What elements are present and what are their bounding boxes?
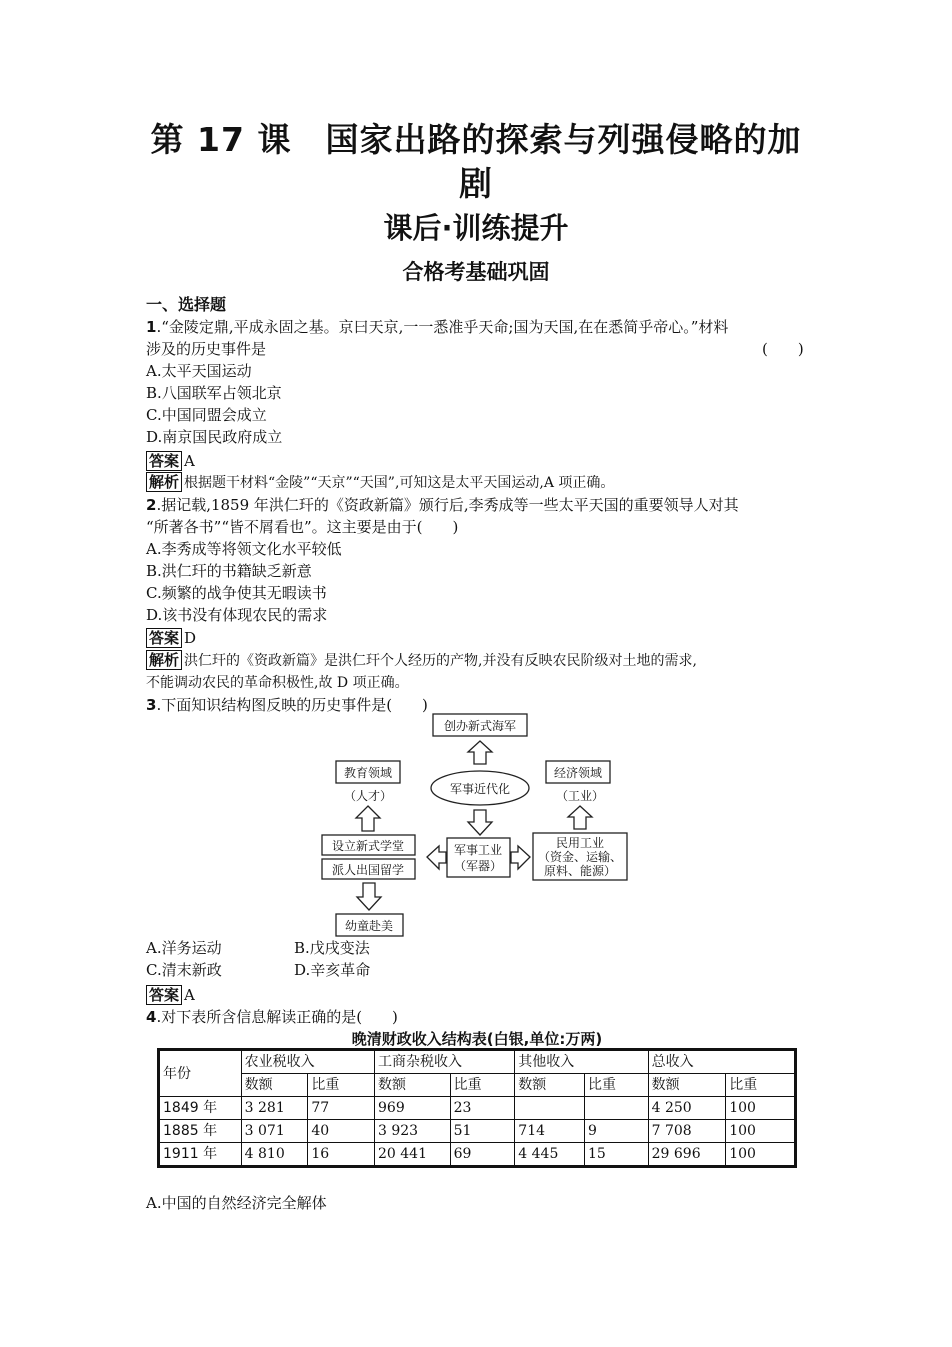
edu-label: 教育领域	[343, 766, 393, 780]
q1-analysis: 根据题干材料“金陵”“天京”“天国”,可知这是太平天国运动,A 项正确。	[184, 475, 615, 491]
edu-sub-label: （人才）	[343, 789, 393, 803]
table-subheader-row	[159, 1074, 796, 1097]
econ-label: 经济领域	[553, 766, 603, 780]
arrow-down-military	[468, 810, 492, 835]
year-cell: 1911 年	[159, 1143, 242, 1167]
table-cell: 77	[308, 1097, 375, 1120]
sub-header: 数额	[375, 1074, 451, 1097]
table-cell: 15	[584, 1143, 648, 1167]
q1-stem: .“金陵定鼎,平成永固之基。京曰天京,一一悉准乎天命;国为天国,在在悉简乎帝心。”材料	[156, 318, 729, 336]
table-cell	[584, 1097, 648, 1120]
q2-text-line2: “所著各书”“皆不屑看也”。这主要是由于( )	[146, 518, 459, 536]
table-cell: 3 281	[241, 1097, 308, 1120]
table-row	[159, 1120, 796, 1143]
page-subtitle: 课后·训练提升	[383, 211, 569, 245]
q2-analysis-line2: 不能调动农民的革命积极性,故 D 项正确。	[146, 675, 409, 691]
group-header: 总收入	[648, 1050, 795, 1074]
table-cell: 69	[450, 1143, 515, 1167]
table-cell: 4 250	[648, 1097, 726, 1120]
q2-option-b: B.洪仁玕的书籍缺乏新意	[146, 562, 312, 580]
q2-option-d: D.该书没有体现农民的需求	[146, 606, 328, 624]
group-header: 工商杂税收入	[375, 1050, 515, 1074]
table-cell	[515, 1097, 585, 1120]
q3-answer: A	[184, 986, 195, 1004]
children-label: 幼童赴美	[344, 919, 394, 933]
sub-header: 比重	[726, 1074, 796, 1097]
table-cell: 100	[726, 1120, 796, 1143]
q4-stem: .对下表所含信息解读正确的是( )	[156, 1008, 398, 1026]
sub-header: 数额	[515, 1074, 585, 1097]
center-label: 军事近代化	[449, 782, 511, 796]
q1-text-line2: 涉及的历史事件是	[146, 340, 267, 358]
table-cell: 3 923	[375, 1120, 451, 1143]
answer-label: 答案	[146, 451, 182, 471]
q3-answer-row	[146, 984, 195, 1006]
q1-option-a: A.太平天国运动	[146, 362, 252, 380]
lesson-title-line2: 剧	[459, 164, 493, 203]
q1-number: 1	[146, 318, 157, 336]
table-cell: 3 071	[241, 1120, 308, 1143]
year-header: 年份	[159, 1050, 242, 1097]
table-cell: 23	[450, 1097, 515, 1120]
part-heading: 一、选择题	[146, 295, 227, 314]
school-label: 设立新式学堂	[331, 839, 405, 853]
q3-number: 3	[146, 696, 157, 714]
table-cell: 100	[726, 1143, 796, 1167]
arrow-left-schools	[427, 846, 446, 869]
q2-option-c: C.频繁的战争使其无暇读书	[146, 584, 327, 602]
table-cell: 4 810	[241, 1143, 308, 1167]
table-cell: 51	[450, 1120, 515, 1143]
section-heading: 合格考基础巩固	[402, 260, 550, 284]
q3-stem: .下面知识结构图反映的历史事件是( )	[156, 696, 428, 714]
q1-option-c: C.中国同盟会成立	[146, 406, 267, 424]
year-cell: 1849 年	[159, 1097, 242, 1120]
q2-number: 2	[146, 496, 157, 514]
military-label-line1: 军事工业	[453, 843, 503, 857]
table-cell: 7 708	[648, 1120, 726, 1143]
answer-label: 答案	[146, 985, 182, 1005]
q1-option-d: D.南京国民政府成立	[146, 428, 283, 446]
sub-header: 比重	[450, 1074, 515, 1097]
table-cell: 40	[308, 1120, 375, 1143]
arrow-up-navy	[468, 741, 492, 764]
table-row	[159, 1143, 796, 1167]
table-cell: 714	[515, 1120, 585, 1143]
sub-header: 比重	[584, 1074, 648, 1097]
civil-label-line2: （资金、运输、	[537, 850, 623, 864]
table-caption: 晚清财政收入结构表(白银,单位:万两)	[351, 1030, 603, 1048]
table-row	[159, 1097, 796, 1120]
q2-stem: .据记载,1859 年洪仁玕的《资政新篇》颁行后,李秀成等一些太平天国的重要领导人对其	[156, 496, 739, 514]
year-cell: 1885 年	[159, 1120, 242, 1143]
civil-label-line1: 民用工业	[555, 836, 605, 850]
q1-answer: A	[184, 452, 195, 470]
table-cell: 4 445	[515, 1143, 585, 1167]
group-header: 农业税收入	[241, 1050, 374, 1074]
arrow-up-edu	[356, 806, 380, 831]
military-label-line2: （军器）	[453, 859, 503, 873]
analysis-label: 解析	[146, 472, 182, 492]
q4-option-a: A.中国的自然经济完全解体	[146, 1194, 327, 1212]
table-cell: 100	[726, 1097, 796, 1120]
table-cell: 969	[375, 1097, 451, 1120]
arrow-up-econ	[568, 806, 592, 829]
sub-header: 比重	[308, 1074, 375, 1097]
q2-analysis-line1: 洪仁玕的《资政新篇》是洪仁玕个人经历的产物,并没有反映农民阶级对土地的需求,	[184, 653, 697, 669]
arrow-down-children	[357, 883, 381, 910]
abroad-label: 派人出国留学	[331, 863, 405, 877]
q3-option-a: A.洋务运动	[146, 939, 222, 957]
navy-label: 创办新式海军	[443, 719, 517, 733]
q2-option-a: A.李秀成等将领文化水平较低	[146, 540, 342, 558]
table-header-row	[159, 1050, 796, 1074]
finance-table	[157, 1048, 797, 1168]
econ-sub-label: （工业）	[555, 789, 605, 803]
table-cell: 16	[308, 1143, 375, 1167]
civil-label-line3: 原料、能源）	[543, 864, 617, 878]
table-cell: 9	[584, 1120, 648, 1143]
q1-option-b: B.八国联军占领北京	[146, 384, 282, 402]
q2-answer: D	[184, 629, 197, 647]
q3-option-c: C.清末新政	[146, 961, 222, 979]
q3-option-b: B.戊戌变法	[294, 939, 370, 957]
sub-header: 数额	[648, 1074, 726, 1097]
answer-label: 答案	[146, 628, 182, 648]
table-cell: 29 696	[648, 1143, 726, 1167]
sub-header: 数额	[241, 1074, 308, 1097]
lesson-title-line1: 第 17 课 国家出路的探索与列强侵略的加	[150, 120, 802, 159]
q1-answer-bracket: ( )	[762, 340, 804, 358]
arrow-right-civil	[511, 846, 530, 869]
analysis-label: 解析	[146, 650, 182, 670]
q3-option-d: D.辛亥革命	[294, 961, 371, 979]
table-cell: 20 441	[375, 1143, 451, 1167]
q4-number: 4	[146, 1008, 157, 1026]
q4-text-line	[146, 1006, 398, 1028]
group-header: 其他收入	[515, 1050, 648, 1074]
